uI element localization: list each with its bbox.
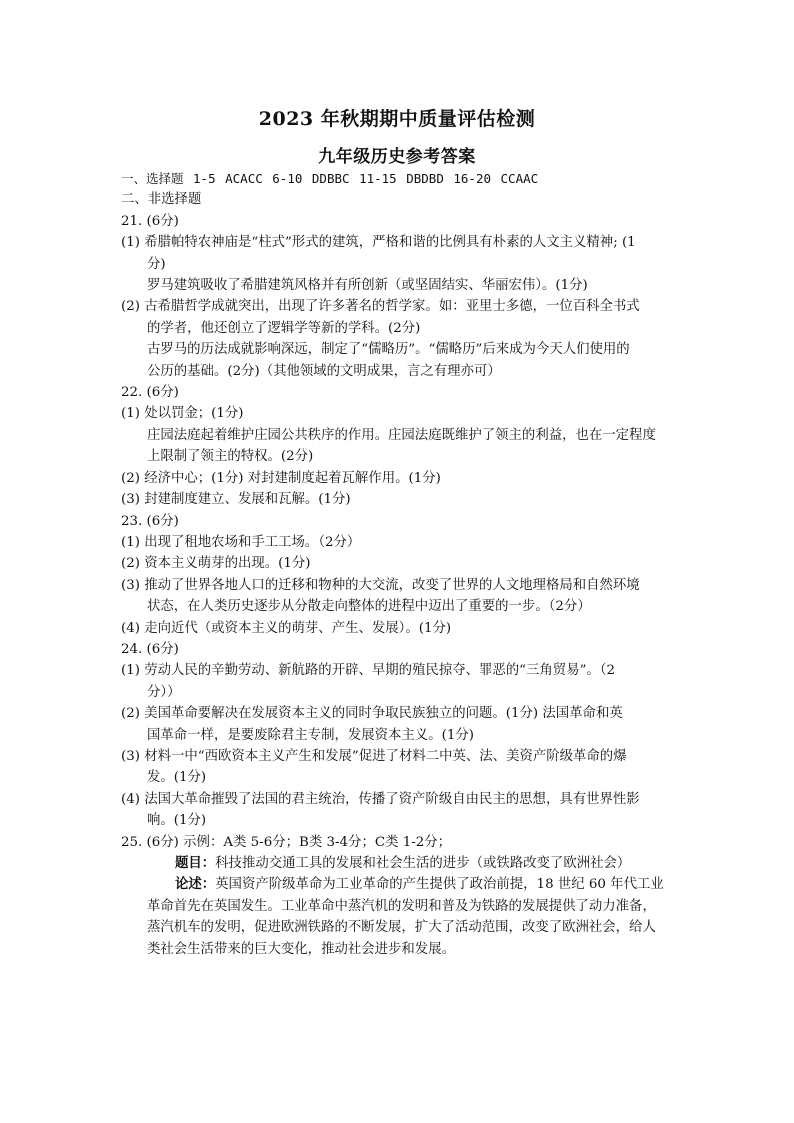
answer-line: 蒸汽机车的发明，促进欧洲铁路的不断发展，扩大了活动范围，改变了欧洲社会，给人 [147,920,656,936]
answer-line: (3) 推动了世界各地人口的迁移和物种的大交流，改变了世界的人文地理格局和自然环境 [121,577,640,593]
answer-line: 古罗马的历法成就影响深远，制定了“儒略历”。“儒略历”后来成为今天人们使用的 [147,342,630,358]
answer-line: 的学者，他还创立了逻辑学等新的学科。(2分) [147,320,421,336]
answer-line: 革命首先在英国发生。工业革命中蒸汽机的发明和普及为铁路的发展提供了动力准备， [147,898,656,914]
answer-line: (2) 经济中心；(1分) 对封建制度起着瓦解作用。(1分) [121,470,441,486]
answer-line: 上限制了领主的特权。(2分) [147,449,314,465]
section-heading: 二、非选择题 [121,192,202,208]
essay-argument-label: 论述： [175,876,216,893]
answer-line: (3) 材料一中“西欧资本主义产生和发展”促进了材料二中英、法、美资产阶级革命的爆 [121,748,627,764]
answer-line: 罗马建筑吸收了希腊建筑风格并有所创新（或坚固结实、华丽宏伟）。(1分) [147,278,588,294]
question-heading-23: 23. (6分) [121,513,179,529]
essay-argument-text: 英国资产阶级革命为工业革命的产生提供了政治前提，18 世纪 60 年代工业 [215,877,664,893]
question-heading-21: 21. (6分) [121,213,179,229]
answer-line: (4) 法国大革命摧毁了法国的君主统治，传播了资产阶级自由民主的思想，具有世界性影 [121,791,640,807]
answer-line: (2) 美国革命要解决在发展资本主义的同时争取民族独立的问题。(1分) 法国革命和英 [121,706,623,722]
answer-content [121,168,681,960]
essay-argument-line [121,874,681,895]
answer-line: 响。(1分) [147,813,207,829]
essay-topic-text: 科技推动交通工具的发展和社会生活的进步（或铁路改变了欧洲社会） [215,856,631,871]
answer-line: (1) 劳动人民的辛勤劳动、新航路的开辟、早期的殖民掠夺、罪恶的“三角贸易”。（2 [121,663,616,679]
answer-line: (1) 处以罚金；(1分) [121,406,244,422]
answer-line: 分) [147,256,166,272]
question-heading-24: 24. (6分) [121,641,179,657]
answer-line: 庄园法庭起着维护庄园公共秩序的作用。庄园法庭既维护了领主的利益，也在一定程度 [147,427,656,443]
essay-topic-label: 题目： [175,855,216,871]
answer-line: 分）） [147,684,181,700]
question-heading-25: 25. (6分) 示例：A类 5-6分；B类 3-4分；C类 1-2分； [121,834,452,850]
answer-line: 状态，在人类历史逐步从分散走向整体的进程中迈出了重要的一步。（2分） [147,599,591,615]
answer-line: 发。(1分) [147,770,207,786]
answer-line: (2) 资本主义萌芽的出现。(1分) [121,556,311,572]
answer-line: 类社会生活带来的巨大变化，推动社会进步和发展。 [147,941,455,957]
page-subtitle: 九年级历史参考答案 [318,147,476,167]
answer-line: 公历的基础。(2分)（其他领域的文明成果，言之有理亦可） [147,363,501,379]
question-heading-22: 22. (6分) [121,385,179,401]
page-title: 2023 年秋期期中质量评估检测 [258,108,536,130]
answer-line: (4) 走向近代（或资本主义的萌芽、产生、发展）。(1分) [121,620,452,636]
choice-answers-line: 一、选择题 1-5 ACACC 6-10 DDBBC 11-15 DBDBD 16-20 CCAAC [121,171,539,186]
answer-line: 国革命一样，是要废除君主专制，发展资本主义。(1分) [147,727,474,743]
answer-line: (1) 出现了租地农场和手工工场。（2分） [121,534,361,550]
answer-line: (2) 古希腊哲学成就突出，出现了许多著名的哲学家。如：亚里士多德，一位百科全书式 [121,299,640,315]
answer-line: (1) 希腊帕特农神庙是“柱式”形式的建筑，严格和谐的比例具有朴素的人文主义精神; (1 [121,235,636,251]
answer-line: (3) 封建制度建立、发展和瓦解。(1分) [121,492,351,508]
essay-topic-line [121,853,681,874]
